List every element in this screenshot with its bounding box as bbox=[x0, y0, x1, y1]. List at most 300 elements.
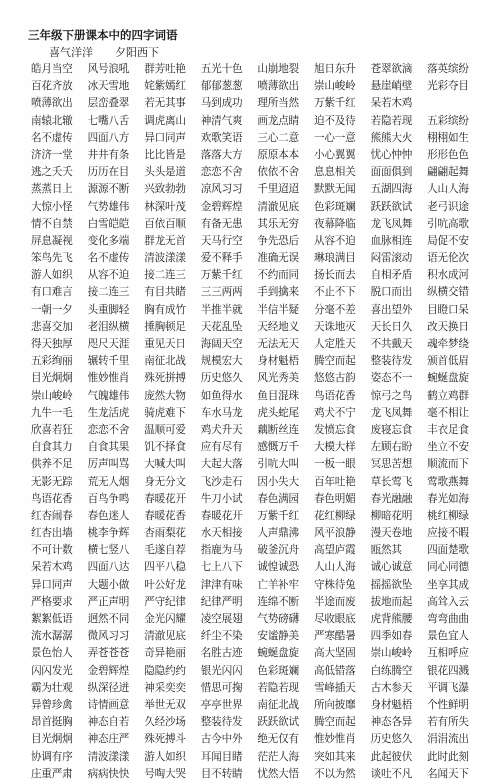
idiom-cell: 天经地义 bbox=[257, 320, 299, 333]
idiom-cell: 色彩斑斓 bbox=[257, 664, 299, 677]
idiom-cell: 四平八稳 bbox=[144, 561, 186, 574]
idiom-cell: 欣喜若狂 bbox=[31, 423, 73, 436]
idiom-cell: 百依百顺 bbox=[144, 217, 186, 230]
idiom-cell: 鸟语花香 bbox=[31, 492, 73, 505]
idiom-cell: 恋恋不舍 bbox=[87, 423, 130, 436]
idiom-cell: 崇山峻岭 bbox=[370, 647, 413, 660]
idiom-cell: 游人如织 bbox=[144, 750, 186, 763]
idiom-cell: 逃之夭夭 bbox=[31, 166, 73, 179]
idiom-cell: 引吭大叫 bbox=[257, 458, 299, 471]
idiom-cell: 涓涓流出 bbox=[427, 733, 469, 746]
idiom-cell: 崇山峻岭 bbox=[31, 389, 73, 402]
idiom-cell: 重见天日 bbox=[144, 338, 186, 350]
idiom-cell: 个性鲜明 bbox=[427, 698, 469, 711]
idiom-cell: 杏雨梨花 bbox=[144, 527, 186, 540]
idiom-cell: 互相呼应 bbox=[427, 647, 469, 660]
idiom-cell: 其乐无穷 bbox=[257, 217, 299, 230]
subtitle-word: 夕阳西下 bbox=[115, 46, 159, 59]
idiom-cell: 整装待发 bbox=[200, 716, 243, 729]
idiom-cell: 病病快快 bbox=[87, 767, 130, 780]
idiom-cell: 霸为壮观 bbox=[31, 681, 73, 694]
idiom-cell: 协调有序 bbox=[31, 750, 73, 763]
idiom-cell: 供养不足 bbox=[31, 458, 73, 471]
table-row bbox=[31, 267, 497, 284]
table-row bbox=[31, 164, 497, 181]
subtitle-word: 喜气洋洋 bbox=[49, 46, 93, 59]
idiom-cell: 春色满园 bbox=[257, 492, 299, 505]
idiom-cell: 严守纪律 bbox=[144, 595, 186, 608]
idiom-cell: 恋恋不舍 bbox=[200, 166, 243, 179]
idiom-cell: 百花齐放 bbox=[31, 80, 73, 93]
idiom-cell: 鱼目混珠 bbox=[257, 389, 299, 402]
idiom-cell: 爱不释手 bbox=[200, 252, 243, 265]
table-row bbox=[31, 250, 497, 267]
idiom-cell: 规模宏大 bbox=[200, 355, 243, 368]
idiom-cell: 隐隐约约 bbox=[144, 664, 186, 677]
idiom-cell: 温顺可爱 bbox=[144, 423, 186, 436]
idiom-cell: 神采奕奕 bbox=[144, 681, 186, 694]
idiom-cell: 因小失大 bbox=[257, 475, 299, 488]
idiom-cell: 风平浪静 bbox=[313, 527, 356, 540]
idiom-cell: 丰衣足食 bbox=[427, 423, 469, 436]
idiom-cell: 目光炯炯 bbox=[31, 733, 73, 746]
idiom-cell: 大喊大叫 bbox=[144, 458, 186, 471]
idiom-cell: 无影无踪 bbox=[31, 475, 73, 488]
idiom-cell: 生龙活虎 bbox=[87, 406, 130, 419]
idiom-cell: 闷雷滚动 bbox=[370, 252, 413, 265]
idiom-cell: 五彩绚丽 bbox=[31, 355, 73, 368]
idiom-cell: 守株待兔 bbox=[313, 578, 356, 591]
idiom-cell: 理所当然 bbox=[257, 97, 299, 110]
idiom-cell: 喷薄欲出 bbox=[31, 97, 73, 110]
idiom-cell: 历史悠久 bbox=[370, 733, 413, 746]
table-row bbox=[31, 422, 497, 439]
idiom-cell: 老泪纵横 bbox=[87, 320, 130, 333]
idiom-cell: 坐立不安 bbox=[427, 441, 469, 454]
idiom-cell: 人山人海 bbox=[313, 561, 356, 574]
idiom-cell: 忧然大悟 bbox=[257, 767, 299, 780]
idiom-cell: 历历在目 bbox=[87, 166, 130, 179]
idiom-table bbox=[31, 61, 497, 783]
idiom-cell: 应接不暇 bbox=[427, 527, 469, 540]
idiom-cell: 纪律严明 bbox=[200, 595, 243, 608]
idiom-cell: 群龙无首 bbox=[144, 234, 186, 247]
table-row bbox=[31, 95, 497, 112]
idiom-cell: 严寒酷暑 bbox=[313, 630, 356, 643]
idiom-cell: 气魄雄伟 bbox=[87, 389, 130, 402]
idiom-cell: 林深叶茂 bbox=[144, 200, 186, 213]
idiom-cell: 蜿蜒盘旋 bbox=[427, 372, 469, 385]
idiom-cell: 严正声明 bbox=[87, 595, 130, 608]
idiom-cell: 三心二意 bbox=[257, 131, 299, 144]
idiom-cell: 絮絮低语 bbox=[31, 613, 73, 625]
idiom-cell: 名胜古迹 bbox=[200, 647, 243, 660]
idiom-cell: 诚心诚意 bbox=[370, 561, 413, 574]
idiom-cell: 若无其事 bbox=[144, 97, 186, 110]
table-row bbox=[31, 147, 497, 164]
idiom-cell: 惟妙惟肖 bbox=[87, 372, 130, 385]
idiom-cell: 横七竖八 bbox=[87, 544, 130, 557]
idiom-cell: 春色迷人 bbox=[87, 509, 130, 522]
idiom-cell: 指鹿为马 bbox=[200, 544, 243, 557]
idiom-cell: 古今中外 bbox=[200, 733, 243, 746]
idiom-cell: 四面八达 bbox=[87, 561, 130, 574]
idiom-cell: 神清气爽 bbox=[200, 114, 243, 127]
idiom-cell: 发愤忘食 bbox=[313, 423, 356, 436]
idiom-cell: 清波漾漾 bbox=[144, 252, 186, 265]
idiom-cell: 连绵不断 bbox=[257, 595, 299, 608]
table-row bbox=[31, 611, 497, 628]
idiom-cell: 大惊小怪 bbox=[31, 200, 73, 213]
idiom-cell: 雪峰插天 bbox=[313, 681, 356, 694]
idiom-cell: 自相矛盾 bbox=[370, 269, 413, 282]
idiom-cell: 目光炯炯 bbox=[31, 372, 73, 385]
idiom-cell: 整装待发 bbox=[370, 355, 413, 368]
idiom-cell: 举世无双 bbox=[144, 698, 186, 711]
idiom-cell: 昂首挺胸 bbox=[31, 716, 73, 729]
idiom-cell: 高大坚固 bbox=[313, 647, 356, 660]
idiom-cell: 群芳吐艳 bbox=[144, 63, 186, 75]
idiom-cell: 殊死拼搏 bbox=[144, 372, 186, 385]
idiom-cell: 欢歌笑语 bbox=[200, 131, 243, 144]
idiom-cell: 春光融融 bbox=[370, 492, 413, 505]
idiom-cell: 莺歌燕舞 bbox=[427, 475, 469, 488]
idiom-cell: 姹紫嫣红 bbox=[144, 80, 186, 93]
idiom-cell: 万紫千红 bbox=[257, 509, 299, 522]
idiom-cell: 气势磅礴 bbox=[257, 613, 299, 625]
table-row bbox=[31, 731, 497, 748]
idiom-cell: 喷薄欲出 bbox=[257, 80, 299, 93]
idiom-cell: 百鸟争鸣 bbox=[87, 492, 130, 505]
table-row bbox=[31, 130, 497, 147]
idiom-cell: 准确无误 bbox=[257, 252, 299, 265]
idiom-cell: 所向披靡 bbox=[313, 698, 356, 711]
idiom-cell: 奇异艳丽 bbox=[144, 647, 186, 660]
table-row bbox=[31, 474, 497, 491]
idiom-cell: 银光闪闪 bbox=[200, 664, 243, 677]
idiom-cell: 安谧静美 bbox=[257, 630, 299, 643]
idiom-cell: 旭日东升 bbox=[313, 63, 356, 75]
idiom-cell: 谈吐不凡 bbox=[370, 767, 413, 780]
idiom-cell: 桃红柳绿 bbox=[427, 509, 469, 522]
table-row bbox=[31, 645, 497, 662]
idiom-cell: 尽收眼底 bbox=[313, 613, 356, 625]
idiom-cell: 突如其来 bbox=[313, 750, 356, 763]
idiom-cell: 弯弯曲曲 bbox=[427, 613, 469, 625]
idiom-cell: 津津有味 bbox=[200, 578, 243, 591]
idiom-cell: 手到擒来 bbox=[257, 286, 299, 299]
idiom-cell: 茫茫人海 bbox=[257, 750, 299, 763]
idiom-cell: 济济一堂 bbox=[31, 148, 73, 161]
idiom-cell: 从容不迫 bbox=[87, 269, 130, 282]
idiom-cell: 有口难言 bbox=[31, 286, 73, 299]
page-title: 三年级下册课本中的四字词语 bbox=[28, 28, 178, 42]
idiom-cell: 得天独厚 bbox=[31, 338, 73, 350]
idiom-cell: 冥思苦想 bbox=[370, 458, 413, 471]
idiom-cell: 百年吐艳 bbox=[313, 475, 356, 488]
idiom-cell: 凉风习习 bbox=[200, 183, 243, 196]
idiom-cell: 四季如春 bbox=[370, 630, 413, 643]
table-row bbox=[31, 542, 497, 559]
idiom-cell: 兴致勃勃 bbox=[144, 183, 186, 196]
table-row bbox=[31, 181, 497, 198]
idiom-cell: 姿态不一 bbox=[370, 372, 413, 385]
idiom-cell: 平调飞瀑 bbox=[427, 681, 469, 694]
idiom-cell: 古木参天 bbox=[370, 681, 413, 694]
idiom-cell: 藕断丝连 bbox=[257, 423, 299, 436]
idiom-cell: 落落大方 bbox=[200, 148, 243, 161]
idiom-cell: 辗转千里 bbox=[87, 355, 130, 368]
idiom-cell: 接二连三 bbox=[87, 286, 130, 299]
idiom-cell: 纤尘不染 bbox=[200, 630, 243, 643]
idiom-cell: 落英缤纷 bbox=[427, 63, 469, 75]
table-row bbox=[31, 61, 497, 78]
subtitle-line bbox=[49, 44, 159, 60]
idiom-cell: 若有所失 bbox=[427, 716, 469, 729]
idiom-cell: 老弓识途 bbox=[427, 200, 469, 213]
idiom-cell: 南征北战 bbox=[144, 355, 186, 368]
idiom-cell: 金碧辉煌 bbox=[87, 664, 130, 677]
table-row bbox=[31, 594, 497, 611]
idiom-cell: 蒸蒸日上 bbox=[31, 183, 73, 196]
idiom-cell: 五湖四海 bbox=[370, 183, 413, 196]
idiom-cell: 比比皆是 bbox=[144, 148, 186, 161]
idiom-cell: 翩翩起舞 bbox=[427, 166, 469, 179]
idiom-cell: 胸有成竹 bbox=[144, 303, 186, 316]
idiom-cell: 诚惶诚恐 bbox=[257, 561, 299, 574]
idiom-cell: 悲喜交加 bbox=[31, 320, 73, 333]
idiom-cell: 不约而同 bbox=[257, 269, 299, 282]
idiom-cell: 自食其力 bbox=[31, 441, 73, 454]
table-row bbox=[31, 577, 497, 594]
idiom-cell: 引吭高歌 bbox=[427, 217, 469, 230]
idiom-cell: 万紫千红 bbox=[200, 269, 243, 282]
idiom-cell: 庄重严肃 bbox=[31, 767, 73, 780]
idiom-cell: 神态庄严 bbox=[87, 733, 130, 746]
idiom-cell: 光彩夺目 bbox=[427, 80, 469, 93]
idiom-cell: 喜出望外 bbox=[370, 303, 413, 316]
idiom-cell: 高低错落 bbox=[313, 664, 356, 677]
idiom-cell: 自食其果 bbox=[87, 441, 130, 454]
idiom-cell: 井井有条 bbox=[87, 148, 130, 161]
idiom-cell: 积水成河 bbox=[427, 269, 469, 282]
idiom-cell: 血脉相连 bbox=[370, 234, 413, 247]
idiom-cell: 琳琅满目 bbox=[313, 252, 356, 265]
idiom-cell: 调虎离山 bbox=[144, 114, 186, 127]
idiom-cell: 一板一眼 bbox=[313, 458, 356, 471]
idiom-cell: 水天相接 bbox=[200, 527, 243, 540]
idiom-cell: 目不转睛 bbox=[200, 767, 243, 780]
idiom-cell: 层峦叠翠 bbox=[87, 97, 130, 110]
idiom-cell: 凌空展翅 bbox=[200, 613, 243, 625]
idiom-cell: 忧心忡忡 bbox=[370, 148, 413, 161]
idiom-cell: 殊死搏斗 bbox=[144, 733, 186, 746]
table-row bbox=[31, 199, 497, 216]
idiom-cell: 身无分文 bbox=[144, 475, 186, 488]
idiom-cell: 左顾右盼 bbox=[370, 441, 413, 454]
idiom-cell: 夜幕降临 bbox=[313, 217, 356, 230]
idiom-cell: 崇山峻岭 bbox=[313, 80, 356, 93]
idiom-cell: 四面八方 bbox=[87, 131, 130, 144]
idiom-cell: 五彩缤纷 bbox=[427, 114, 469, 127]
idiom-cell: 拔地而起 bbox=[370, 595, 413, 608]
idiom-cell: 皓月当空 bbox=[31, 63, 73, 75]
idiom-cell: 龙飞凤舞 bbox=[370, 217, 413, 230]
table-row bbox=[31, 525, 497, 542]
idiom-cell: 脱口而出 bbox=[370, 286, 413, 299]
idiom-cell: 头重脚轻 bbox=[87, 303, 130, 316]
idiom-cell: 依依不舍 bbox=[257, 166, 299, 179]
idiom-cell: 红杏闹春 bbox=[31, 509, 73, 522]
idiom-cell: 感慨万千 bbox=[257, 441, 299, 454]
idiom-cell: 有备无患 bbox=[200, 217, 243, 230]
idiom-cell: 草长莺飞 bbox=[370, 475, 413, 488]
idiom-cell: 名闻天下 bbox=[427, 767, 469, 780]
idiom-cell: 天长日久 bbox=[370, 320, 413, 333]
idiom-cell: 春暖花开 bbox=[200, 509, 243, 522]
idiom-cell: 应有尽有 bbox=[200, 441, 243, 454]
idiom-cell: 清澈见底 bbox=[144, 630, 186, 643]
idiom-cell: 蜿蜒盘旋 bbox=[257, 647, 299, 660]
idiom-cell: 闪闪发光 bbox=[31, 664, 73, 677]
idiom-cell: 呆若木鸡 bbox=[31, 561, 73, 574]
table-row bbox=[31, 370, 497, 387]
idiom-cell: 虎头蛇尾 bbox=[257, 406, 299, 419]
idiom-cell: 接二连三 bbox=[144, 269, 186, 282]
idiom-cell: 虎背熊腰 bbox=[370, 613, 413, 625]
idiom-cell: 纵横交错 bbox=[427, 286, 469, 299]
idiom-cell: 腾空而起 bbox=[313, 716, 356, 729]
idiom-cell: 咫尺天涯 bbox=[87, 338, 130, 350]
idiom-cell: 流水潺潺 bbox=[31, 630, 73, 643]
table-row bbox=[31, 353, 497, 370]
idiom-cell: 不以为然 bbox=[313, 767, 356, 780]
idiom-cell: 清澈见底 bbox=[257, 200, 299, 213]
idiom-cell: 鹤立鸡群 bbox=[427, 389, 469, 402]
idiom-cell: 画龙点睛 bbox=[257, 114, 299, 127]
idiom-cell: 一心一意 bbox=[313, 131, 356, 144]
idiom-cell: 小心翼翼 bbox=[313, 148, 356, 161]
idiom-cell: 三三两两 bbox=[200, 286, 243, 299]
idiom-cell: 冰天雪地 bbox=[87, 80, 130, 93]
idiom-cell: 诗情画意 bbox=[87, 698, 130, 711]
idiom-cell: 局促不安 bbox=[427, 234, 469, 247]
idiom-cell: 源源不断 bbox=[87, 183, 130, 196]
idiom-cell: 惊弓之鸟 bbox=[370, 389, 413, 402]
idiom-cell: 形形色色 bbox=[427, 148, 469, 161]
idiom-cell: 亡羊补牢 bbox=[257, 578, 299, 591]
idiom-cell: 异曾珍禽 bbox=[31, 698, 73, 711]
idiom-cell: 鸡犬升天 bbox=[200, 423, 243, 436]
idiom-cell: 高耸入云 bbox=[427, 595, 469, 608]
idiom-cell: 荒无人烟 bbox=[87, 475, 130, 488]
idiom-cell: 坐享其成 bbox=[427, 578, 469, 591]
idiom-cell: 身材魁梧 bbox=[257, 355, 299, 368]
idiom-cell: 悬崖峭壁 bbox=[370, 80, 413, 93]
idiom-cell: 争先恐后 bbox=[257, 234, 299, 247]
table-row bbox=[31, 284, 497, 301]
idiom-cell: 半途而废 bbox=[313, 595, 356, 608]
idiom-cell: 弄苍苍苍 bbox=[87, 647, 130, 660]
idiom-cell: 严格要求 bbox=[31, 595, 73, 608]
table-row bbox=[31, 680, 497, 697]
idiom-cell: 清波漾漾 bbox=[87, 750, 130, 763]
table-row bbox=[31, 697, 497, 714]
idiom-cell: 山崩地裂 bbox=[257, 63, 299, 75]
idiom-cell: 惟妙惟肖 bbox=[313, 733, 356, 746]
idiom-cell: 龙飞凤舞 bbox=[370, 406, 413, 419]
idiom-cell: 捶胸顿足 bbox=[144, 320, 186, 333]
idiom-cell: 从容不迫 bbox=[313, 234, 356, 247]
idiom-cell: 红杏出墙 bbox=[31, 527, 73, 540]
idiom-cell: 天马行空 bbox=[200, 234, 243, 247]
idiom-cell: 同心同德 bbox=[427, 561, 469, 574]
idiom-cell: 历史悠久 bbox=[200, 372, 243, 385]
table-row bbox=[31, 439, 497, 456]
idiom-cell: 万紫千红 bbox=[313, 97, 356, 110]
table-row bbox=[31, 336, 497, 353]
idiom-cell: 马到成功 bbox=[200, 97, 243, 110]
idiom-cell: 若隐若现 bbox=[370, 114, 413, 127]
idiom-cell: 原原本本 bbox=[257, 148, 299, 161]
idiom-cell: 耳闻目睹 bbox=[200, 750, 243, 763]
idiom-cell: 鸡犬不宁 bbox=[313, 406, 356, 419]
idiom-cell: 飞沙走石 bbox=[200, 475, 243, 488]
idiom-cell: 语无伦次 bbox=[427, 252, 469, 265]
idiom-cell: 此时此刻 bbox=[427, 750, 469, 763]
idiom-cell: 号啕大哭 bbox=[144, 767, 186, 780]
table-row bbox=[31, 491, 497, 508]
idiom-cell: 此起彼伏 bbox=[370, 750, 413, 763]
idiom-cell: 游人如织 bbox=[31, 269, 73, 282]
idiom-cell: 春暖花开 bbox=[144, 492, 186, 505]
idiom-cell: 不可计数 bbox=[31, 544, 73, 557]
idiom-cell: 人声鼎沸 bbox=[257, 527, 299, 540]
idiom-cell: 苍翠欲滴 bbox=[370, 63, 413, 75]
idiom-cell: 不共戴天 bbox=[370, 338, 413, 350]
idiom-cell: 色彩斑斓 bbox=[313, 200, 356, 213]
table-row bbox=[31, 508, 497, 525]
idiom-cell: 顺流而下 bbox=[427, 458, 469, 471]
idiom-cell: 叶公好龙 bbox=[144, 578, 186, 591]
idiom-cell: 头头是道 bbox=[144, 166, 186, 179]
idiom-cell: 风光秀美 bbox=[257, 372, 299, 385]
idiom-cell: 高望庐霞 bbox=[313, 544, 356, 557]
idiom-cell: 车水马龙 bbox=[200, 406, 243, 419]
idiom-cell: 跃跃欲试 bbox=[257, 716, 299, 729]
idiom-cell: 面面俱到 bbox=[370, 166, 413, 179]
table-row bbox=[31, 78, 497, 95]
idiom-cell: 熊熊大火 bbox=[370, 131, 413, 144]
idiom-cell: 九牛一毛 bbox=[31, 406, 73, 419]
idiom-cell: 花红柳绿 bbox=[313, 509, 356, 522]
idiom-cell: 如鱼得水 bbox=[200, 389, 243, 402]
idiom-cell: 春色明媚 bbox=[313, 492, 356, 505]
table-row bbox=[31, 233, 497, 250]
idiom-cell: 七上八下 bbox=[200, 561, 243, 574]
idiom-cell: 纵深径迸 bbox=[87, 681, 130, 694]
idiom-cell: 气势雄伟 bbox=[87, 200, 130, 213]
idiom-cell: 名不虚传 bbox=[31, 131, 73, 144]
idiom-cell: 颁首低眉 bbox=[427, 355, 469, 368]
idiom-cell: 人定胜天 bbox=[313, 338, 356, 350]
idiom-cell: 破釜沉舟 bbox=[257, 544, 299, 557]
idiom-cell: 目瞪口呆 bbox=[427, 303, 469, 316]
idiom-cell: 景色宜人 bbox=[427, 630, 469, 643]
idiom-cell: 毛遂自荐 bbox=[144, 544, 186, 557]
idiom-cell: 异口同声 bbox=[31, 578, 73, 591]
idiom-cell: 亭亭世界 bbox=[200, 698, 243, 711]
